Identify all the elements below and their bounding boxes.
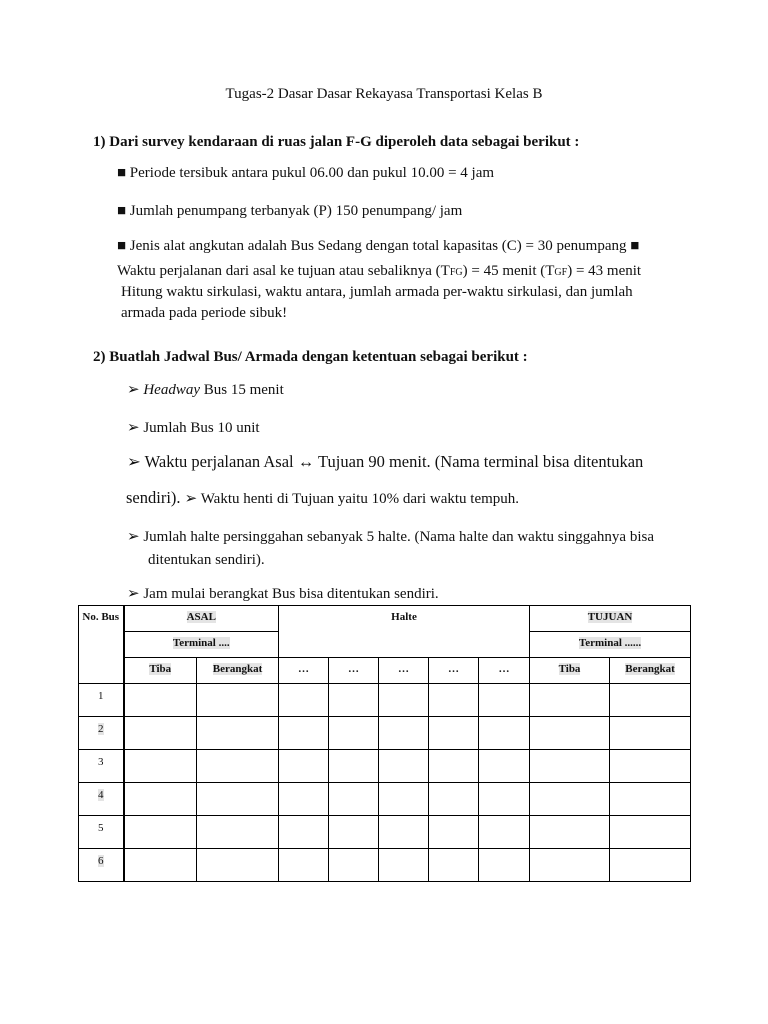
- schedule-cell: [329, 783, 379, 816]
- table-row: [79, 783, 691, 816]
- q1-travel-time-post: ) = 43 menit: [567, 263, 642, 279]
- header-tujuan-tiba: Tiba: [530, 658, 610, 684]
- header-halte: Halte: [279, 606, 530, 658]
- q2-item-halte: ➢ Jumlah halte persinggahan sebanyak 5 halte. (Nama halte dan waktu singgahnya bisa: [127, 529, 654, 545]
- schedule-cell: [279, 816, 329, 849]
- q2-item-travel-time: ➢ Waktu perjalanan Asal ↔ Tujuan 90 menit. (Nama terminal bisa ditentukan: [127, 452, 644, 471]
- schedule-cell: [610, 750, 691, 783]
- schedule-rows: [79, 684, 691, 882]
- q1-bullet-2: ■ Jumlah penumpang terbanyak (P) 150 penumpang/ jam: [117, 203, 463, 219]
- schedule-cell: [379, 783, 429, 816]
- schedule-cell: [379, 750, 429, 783]
- q1-bullet-3: ■ Jenis alat angkutan adalah Bus Sedang dengan total kapasitas (C) = 30 penumpang ■: [117, 238, 640, 254]
- row-number-cell: [79, 816, 124, 849]
- schedule-cell: [530, 816, 610, 849]
- schedule-cell: [429, 750, 479, 783]
- q2-item-start-time: ➢ Jam mulai berangkat Bus bisa ditentukan sendiri.: [127, 586, 439, 602]
- row-number: 3: [98, 756, 104, 768]
- schedule-cell: [329, 816, 379, 849]
- schedule-cell: [530, 783, 610, 816]
- row-number: 1: [98, 690, 104, 702]
- row-number: 6: [98, 855, 104, 867]
- schedule-cell: [479, 849, 530, 882]
- schedule-cell: [124, 783, 197, 816]
- schedule-cell: [610, 684, 691, 717]
- schedule-cell: [429, 849, 479, 882]
- schedule-cell: [197, 750, 279, 783]
- schedule-cell: [279, 717, 329, 750]
- schedule-cell: [530, 684, 610, 717]
- schedule-cell: [197, 783, 279, 816]
- header-asal-berangkat: Berangkat: [197, 658, 279, 684]
- table-row: [79, 816, 691, 849]
- header-asal-tiba: Tiba: [124, 658, 197, 684]
- q2-stop-time-text: ➢ Waktu henti di Tujuan yaitu 10% dari waktu tempuh.: [184, 491, 520, 507]
- schedule-cell: [610, 783, 691, 816]
- header-asal: ASAL: [124, 606, 279, 632]
- header-tujuan: TUJUAN: [530, 606, 691, 632]
- q1-sub-fg: FG: [449, 267, 463, 278]
- header-halte-4: …: [429, 658, 479, 684]
- schedule-cell: [479, 816, 530, 849]
- schedule-cell: [379, 816, 429, 849]
- q1-sub-gf: GF: [554, 267, 568, 278]
- schedule-cell: [329, 717, 379, 750]
- schedule-cell: [379, 684, 429, 717]
- document-title: Tugas-2 Dasar Dasar Rekayasa Transportasi Kelas B: [225, 86, 543, 102]
- schedule-cell: [124, 684, 197, 717]
- q2-arrow: ➢: [127, 382, 144, 398]
- row-number-cell: [79, 684, 124, 717]
- bus-schedule-table: [78, 605, 691, 882]
- schedule-cell: [197, 849, 279, 882]
- schedule-cell: [124, 816, 197, 849]
- schedule-cell: [379, 717, 429, 750]
- schedule-cell: [610, 816, 691, 849]
- header-halte-5: …: [479, 658, 530, 684]
- schedule-cell: [479, 783, 530, 816]
- table-row: [79, 717, 691, 750]
- q2-item-halte-cont: ditentukan sendiri).: [148, 552, 265, 568]
- question-2-heading: 2) Buatlah Jadwal Bus/ Armada dengan ketentuan sebagai berikut :: [93, 349, 528, 365]
- header-no-bus: No. Bus: [79, 606, 124, 684]
- header-halte-3: …: [379, 658, 429, 684]
- q1-travel-time-pre: Waktu perjalanan dari asal ke tujuan atau sebaliknya (T: [117, 263, 450, 279]
- table-row: [79, 684, 691, 717]
- row-number-cell: [79, 849, 124, 882]
- schedule-cell: [329, 849, 379, 882]
- q2-item-bus-count: ➢ Jumlah Bus 10 unit: [127, 420, 260, 436]
- row-number: 4: [98, 789, 104, 801]
- q2-sendiri: sendiri).: [126, 488, 185, 507]
- q1-travel-time-mid: ) = 45 menit (T: [462, 263, 555, 279]
- q2-item-stop-time: [126, 488, 519, 508]
- schedule-cell: [279, 849, 329, 882]
- schedule-cell: [479, 750, 530, 783]
- question-1-heading: 1) Dari survey kendaraan di ruas jalan F-G diperoleh data sebagai berikut :: [93, 134, 580, 150]
- schedule-cell: [279, 750, 329, 783]
- schedule-cell: [429, 717, 479, 750]
- schedule-cell: [379, 849, 429, 882]
- schedule-cell: [530, 750, 610, 783]
- schedule-cell: [329, 684, 379, 717]
- schedule-cell: [124, 849, 197, 882]
- q1-travel-time: [117, 263, 641, 280]
- q1-bullet-1: ■ Periode tersibuk antara pukul 06.00 dan pukul 10.00 = 4 jam: [117, 165, 495, 181]
- schedule-cell: [197, 717, 279, 750]
- schedule-cell: [530, 717, 610, 750]
- table-row: [79, 750, 691, 783]
- schedule-cell: [124, 750, 197, 783]
- row-number-cell: [79, 750, 124, 783]
- header-terminal-tujuan: Terminal ......: [530, 632, 691, 658]
- schedule-cell: [429, 816, 479, 849]
- schedule-cell: [279, 783, 329, 816]
- schedule-cell: [197, 684, 279, 717]
- schedule-cell: [429, 684, 479, 717]
- q2-headway-term: Headway: [143, 382, 200, 398]
- q1-task-line-2: armada pada periode sibuk!: [121, 305, 288, 321]
- header-halte-1: …: [279, 658, 329, 684]
- schedule-cell: [610, 849, 691, 882]
- header-terminal-asal: Terminal ....: [124, 632, 279, 658]
- q1-task-line-1: Hitung waktu sirkulasi, waktu antara, jumlah armada per-waktu sirkulasi, dan jumlah: [121, 284, 633, 300]
- table-row: [79, 849, 691, 882]
- schedule-cell: [429, 783, 479, 816]
- q2-headway-rest: Bus 15 menit: [199, 382, 284, 398]
- header-tujuan-berangkat: Berangkat: [610, 658, 691, 684]
- schedule-cell: [479, 717, 530, 750]
- header-halte-2: …: [329, 658, 379, 684]
- q2-item-headway: [127, 380, 284, 399]
- schedule-cell: [329, 750, 379, 783]
- schedule-cell: [279, 684, 329, 717]
- schedule-cell: [530, 849, 610, 882]
- row-number: 2: [98, 723, 104, 735]
- row-number-cell: [79, 783, 124, 816]
- row-number-cell: [79, 717, 124, 750]
- schedule-cell: [197, 816, 279, 849]
- schedule-cell: [479, 684, 530, 717]
- schedule-cell: [124, 717, 197, 750]
- row-number: 5: [98, 822, 104, 834]
- schedule-cell: [610, 717, 691, 750]
